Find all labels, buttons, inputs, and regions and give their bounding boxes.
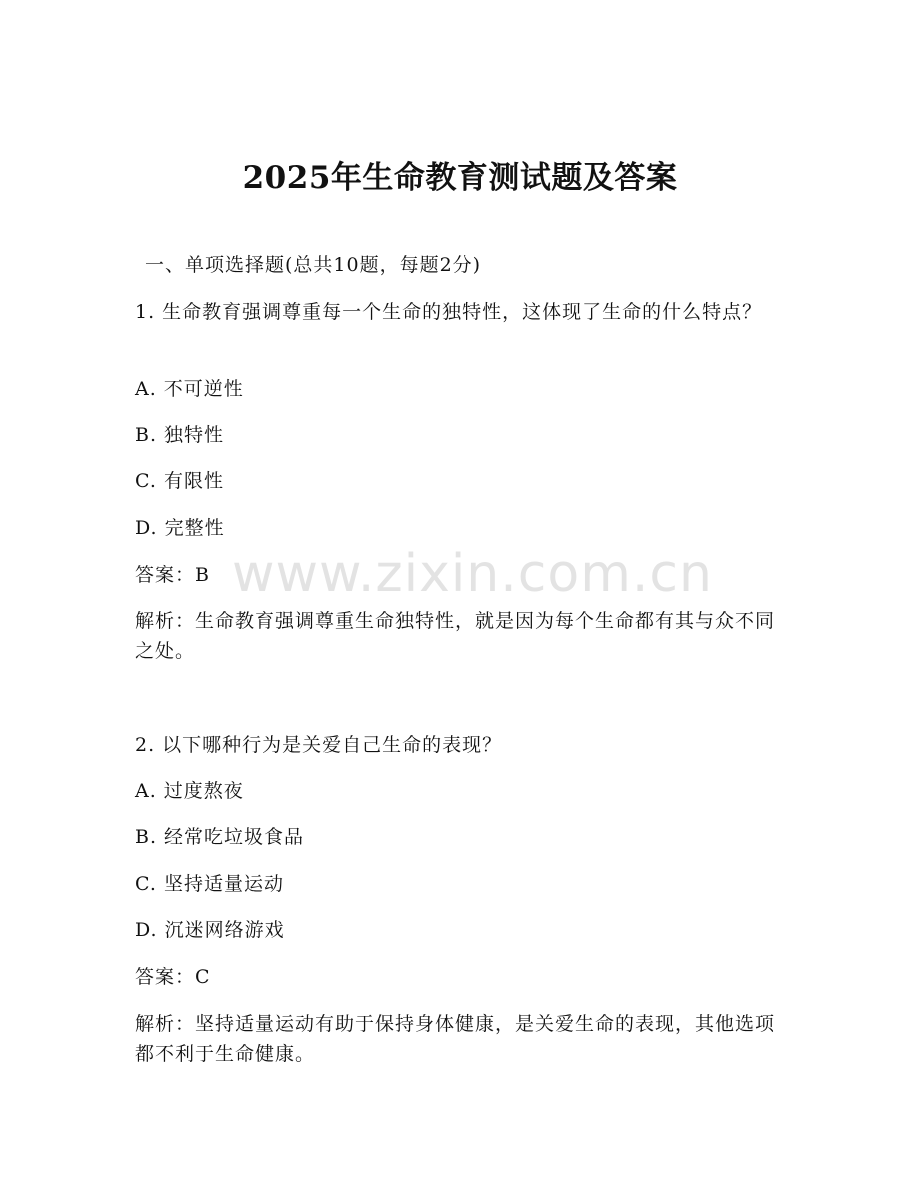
- question-1-answer: 答案：B: [135, 564, 210, 586]
- question-1-option-d: D. 完整性: [135, 517, 225, 539]
- question-2-option-d: D. 沉迷网络游戏: [135, 919, 285, 941]
- page-title: 2025年生命教育测试题及答案: [242, 160, 678, 196]
- section-header: 一、单项选择题(总共10题，每题2分): [145, 254, 482, 276]
- question-2-answer: 答案：C: [135, 966, 211, 988]
- question-1-stem: 1. 生命教育强调尊重每一个生命的独特性，这体现了生命的什么特点？: [135, 301, 763, 323]
- question-2-analysis: 解析：坚持适量运动有助于保持身体健康，是关爱生命的表现，其他选项都不利于生命健康。: [135, 1013, 776, 1065]
- watermark: www.zixin.com.cn: [232, 544, 713, 604]
- question-1-option-c: C. 有限性: [135, 470, 224, 492]
- question-1-option-b: B. 独特性: [135, 424, 225, 446]
- question-2-stem: 2. 以下哪种行为是关爱自己生命的表现？: [135, 734, 503, 756]
- question-2-option-b: B. 经常吃垃圾食品: [135, 826, 305, 848]
- question-2-option-a: A. 过度熬夜: [135, 780, 244, 802]
- question-2-option-c: C. 坚持适量运动: [135, 873, 284, 895]
- question-1-analysis: 解析：生命教育强调尊重生命独特性，就是因为每个生命都有其与众不同之处。: [135, 610, 776, 662]
- question-1-option-a: A. 不可逆性: [135, 378, 244, 400]
